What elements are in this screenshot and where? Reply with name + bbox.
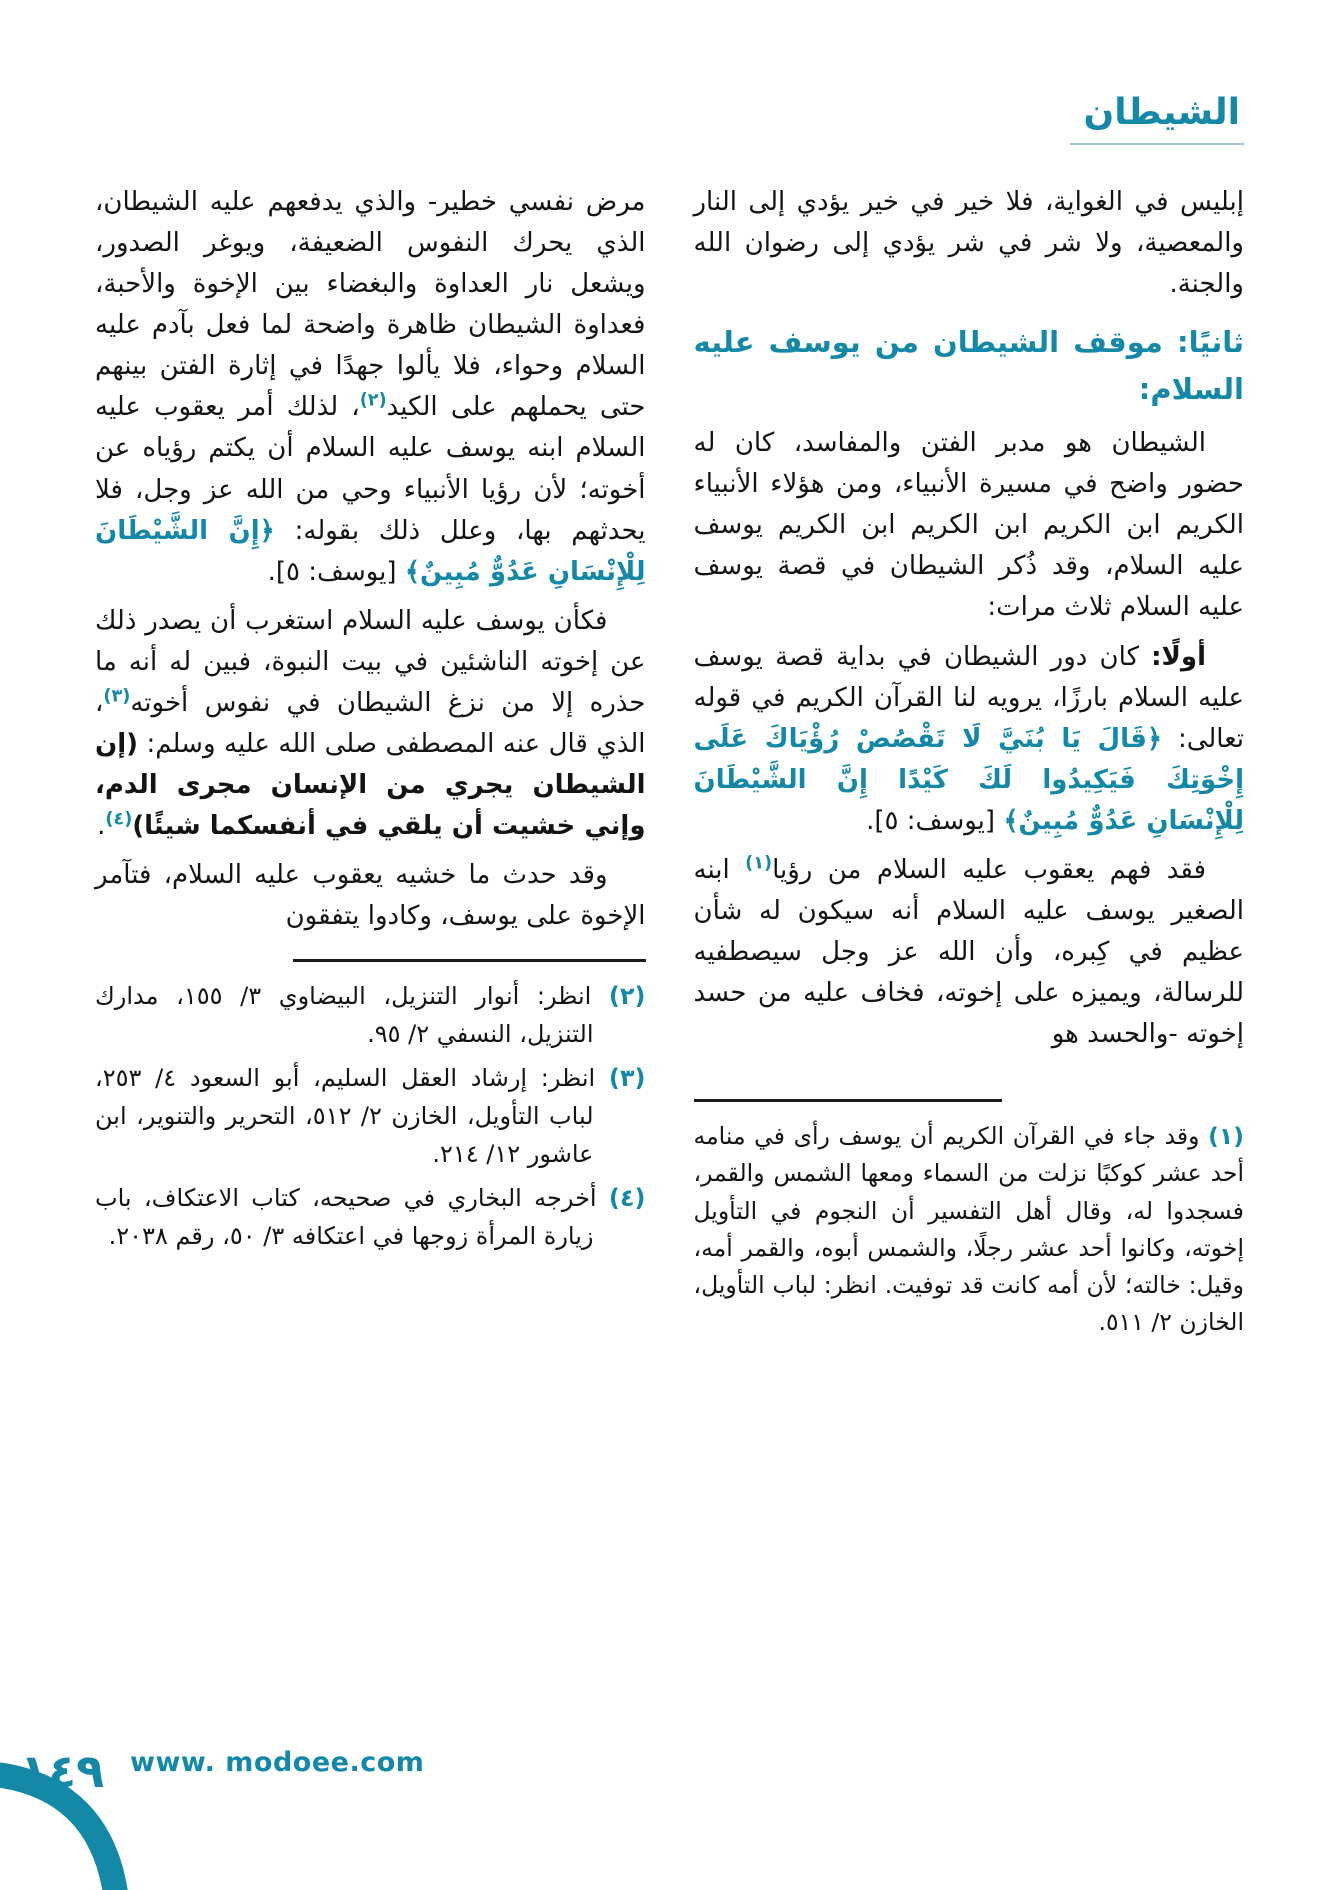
paragraph bbox=[694, 850, 1245, 1055]
website-text: www. modoee.com bbox=[130, 1747, 425, 1778]
content-columns bbox=[95, 182, 1244, 1347]
column-right bbox=[694, 182, 1245, 1347]
hadith-text: (إن الشيطان يجري من الإنسان مجرى الدم، وإني خشيت أن يلقي في أنفسكما شيئًا) bbox=[95, 729, 646, 842]
footnote-text: انظر: أنوار التنزيل، البيضاوي ٣/ ١٥٥، مدارك التنزيل، النسفي ٢/ ٩٥. bbox=[95, 982, 594, 1049]
footnote-text: وقد جاء في القرآن الكريم أن يوسف رأى في منامه أحد عشر كوكبًا نزلت من السماء ومعها الشمس والقمر، فسجدوا له، وقال أهل التفسير أن النجوم في التأويل إخوته، وكانوا أحد عشر رجلًا، والشمس أبوه، والقمر أمه، وقيل: خالته؛ لأن أمه كانت قد توفيت. انظر: لباب التأويل، الخازن ٢/ ٥١١. bbox=[693, 1122, 1244, 1336]
page-header bbox=[95, 92, 1244, 145]
paragraph-text: ، الذي قال عنه المصطفى صلى الله عليه وسلم: bbox=[95, 687, 646, 760]
footnote-marker: (٣) bbox=[608, 1064, 646, 1093]
quran-verse: ﴿إِنَّ الشَّيْطَانَ لِلْإِنْسَانِ عَدُوٌّ مُبِينٌ﴾ bbox=[95, 515, 646, 587]
paragraph-text: ، لذلك أمر يعقوب عليه السلام ابنه يوسف عليه السلام أن يكتم رؤياه عن أخوته؛ لأن رؤيا الأنبياء وحي من الله عز وجل، فلا يحدثهم بها، وعلل ذلك بقوله: bbox=[95, 392, 646, 546]
section-heading: ثانيًا: موقف الشيطان من يوسف عليه السلام: bbox=[693, 325, 1244, 407]
page-title: الشيطان bbox=[1070, 92, 1245, 145]
footnote-marker: (٢) bbox=[608, 982, 646, 1011]
footnote-separator bbox=[694, 1099, 1002, 1102]
footnote bbox=[95, 978, 646, 1054]
footnote-ref-2: (٢) bbox=[359, 390, 387, 411]
footnote-separator bbox=[293, 959, 645, 962]
paragraph bbox=[95, 182, 646, 593]
footnote bbox=[694, 1118, 1245, 1341]
paragraph: إبليس في الغواية، فلا خير في خير يؤدي إلى النار والمعصية، ولا شر في شر يؤدي إلى رضوان الله والجنة. bbox=[693, 187, 1244, 300]
paragraph-text: فكأن يوسف عليه السلام استغرب أن يصدر ذلك عن إخوته الناشئين في بيت النبوة، فبين له أنه ما حذره إلا من نزغ الشيطان في نفوس أخوته bbox=[95, 605, 646, 718]
footnote bbox=[95, 1060, 646, 1174]
paragraph bbox=[694, 637, 1245, 842]
verse-reference: [يوسف: ٥]. bbox=[866, 805, 1004, 836]
paragraph-lead: أولًا: bbox=[1151, 641, 1206, 672]
paragraph bbox=[95, 601, 646, 847]
footnote-ref-3: (٣) bbox=[103, 686, 131, 707]
paragraph-text: . bbox=[97, 811, 106, 842]
paragraph-text: فقد فهم يعقوب عليه السلام من رؤيا bbox=[772, 854, 1207, 885]
verse-reference: [يوسف: ٥]. bbox=[267, 556, 405, 587]
footnote-ref-1: (١) bbox=[745, 853, 773, 874]
footnote-marker: (٤) bbox=[608, 1183, 646, 1212]
footnote-text: أخرجه البخاري في صحيحه، كتاب الاعتكاف، باب زيارة المرأة زوجها في اعتكافه ٣/ ٥٠، رقم ٢٠٣٨. bbox=[95, 1183, 597, 1250]
footnote bbox=[95, 1180, 646, 1256]
page-number: ١٤٩ bbox=[20, 1744, 105, 1798]
footnote-text: انظر: إرشاد العقل السليم، أبو السعود ٤/ ٢٥٣، لباب التأويل، الخازن ٢/ ٥١٢، التحرير والتنوير، ابن عاشور ١٢/ ٢١٤. bbox=[95, 1064, 596, 1169]
paragraph-text: ابنه الصغير يوسف عليه السلام أنه سيكون له شأن عظيم في كِبره، وأن الله عز وجل سيصطفيه للرسالة، ويميزه على إخوته، فخاف عليه من حسد إخوته -والحسد هو bbox=[693, 854, 1244, 1050]
paragraph-text: مرض نفسي خطير- والذي يدفعهم عليه الشيطان، الذي يحرك النفوس الضعيفة، ويوغر الصدور، ويشعل نار العداوة والبغضاء بين الإخوة والأحبة، فعداوة الشيطان ظاهرة واضحة لما فعل بآدم عليه السلام وحواء، فلا يألوا جهدًا في إثارة الفتن بينهم حتى يحملهم على الكيد bbox=[95, 187, 646, 423]
quran-verse: ﴿قَالَ يَا بُنَيَّ لَا تَقْصُصْ رُؤْيَاكَ عَلَى إِخْوَتِكَ فَيَكِيدُوا لَكَ كَيْدًا إِنَّ الشَّيْطَانَ لِلْإِنْسَانِ عَدُوٌّ مُبِينٌ﴾ bbox=[693, 723, 1244, 836]
paragraph: الشيطان هو مدبر الفتن والمفاسد، كان له حضور واضح في مسيرة الأنبياء، ومن هؤلاء الأنبياء الكريم ابن الكريم ابن الكريم ابن الكريم يوسف عليه السلام، وقد ذُكر الشيطان في قصة يوسف عليه السلام ثلاث مرات: bbox=[693, 428, 1244, 623]
paragraph: وقد حدث ما خشيه يعقوب عليه السلام، فتآمر الإخوة على يوسف، وكادوا يتفقون bbox=[95, 860, 646, 932]
footnote-marker: (١) bbox=[1208, 1122, 1244, 1151]
column-left bbox=[95, 182, 646, 1262]
paragraph-text: كان دور الشيطان في بداية قصة يوسف عليه السلام بارزًا، يرويه لنا القرآن الكريم في قوله تعالى: bbox=[693, 641, 1244, 754]
footnote-ref-4: (٤) bbox=[105, 809, 133, 830]
